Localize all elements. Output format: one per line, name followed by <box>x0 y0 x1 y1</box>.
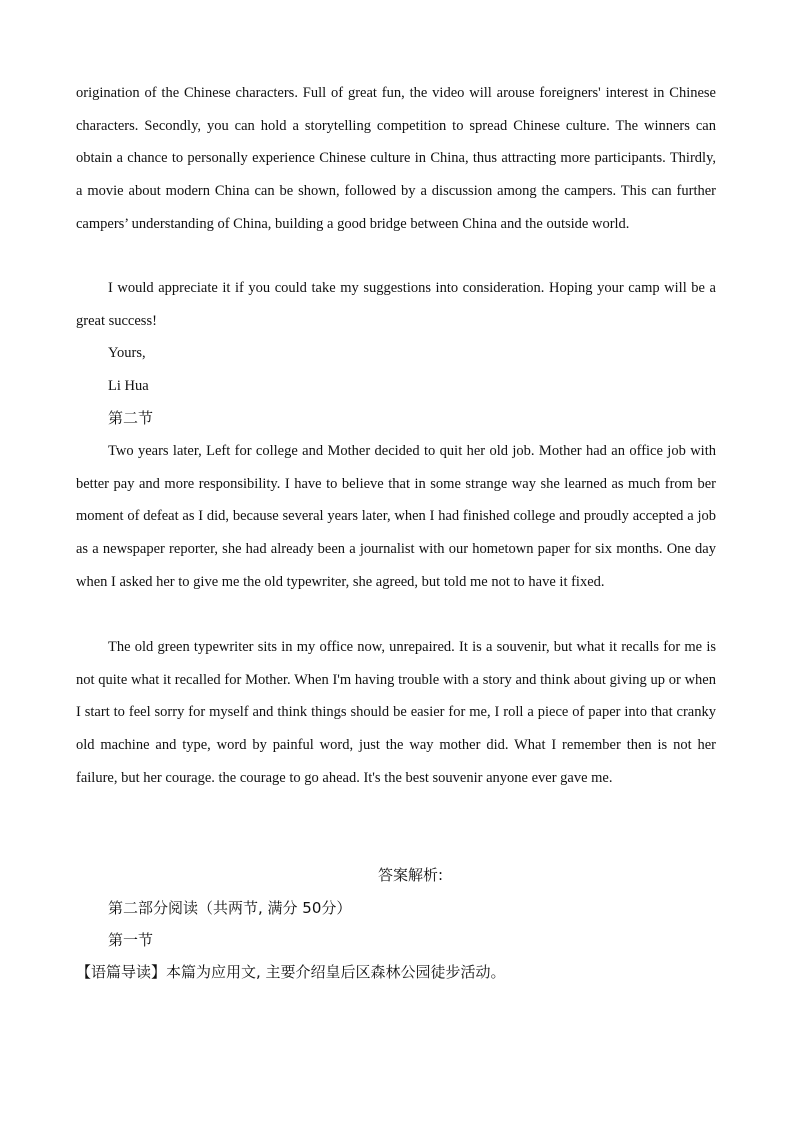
answers-section-heading: 第一节 <box>108 931 154 949</box>
letter-paragraph-closing: I would appreciate it if you could take my suggestions into consideration. Hoping your camp will be a great success! <box>76 280 716 329</box>
answers-intro: 【语篇导读】本篇为应用文, 主要介绍皇后区森林公园徒步活动。 <box>76 963 506 981</box>
section2-paragraph-1: Two years later, Left for college and Mother decided to quit her old job. Mother had an office job with better pay and more responsibility. I have to believe that in some strange way she learned as much from ber moment of defeat as I did, because several years later, when I had finished college and proudly accepted a job as a newspaper reporter, she had already been a journalist with our hometown paper for six months. One day when I asked her to give me the old typewriter, she agreed, but told me not to have it fixed. <box>76 443 716 590</box>
letter-sign-off: Yours, <box>108 345 146 361</box>
letter-signature: Li Hua <box>108 378 149 394</box>
answers-part-heading: 第二部分阅读（共两节, 满分 50分） <box>108 899 352 917</box>
answers-title: 答案解析: <box>378 866 444 884</box>
section2-heading: 第二节 <box>108 409 154 427</box>
section2-paragraph-2: The old green typewriter sits in my office now, unrepaired. It is a souvenir, but what it recalls for me is not quite what it recalled for Mother. When I'm having trouble with a story and think about giving up or when I start to feel sorry for myself and think things should be easier for me, I roll a piece of paper into that cranky old machine and type, word by painful word, just the way mother did. What I remember then is not her failure, but her courage. the courage to go ahead. It's the best souvenir anyone ever gave me. <box>76 639 716 786</box>
letter-paragraph-continued: origination of the Chinese characters. Full of great fun, the video will arouse foreigners' interest in Chinese characters. Secondly, you can hold a storytelling competition to spread Chinese culture. The winners can obtain a chance to personally experience Chinese culture in China, thus attracting more participants. Thirdly, a movie about modern China can be shown, followed by a discussion among the campers. This can further campers’ understanding of China, building a good bridge between China and the outside world. <box>76 85 716 232</box>
